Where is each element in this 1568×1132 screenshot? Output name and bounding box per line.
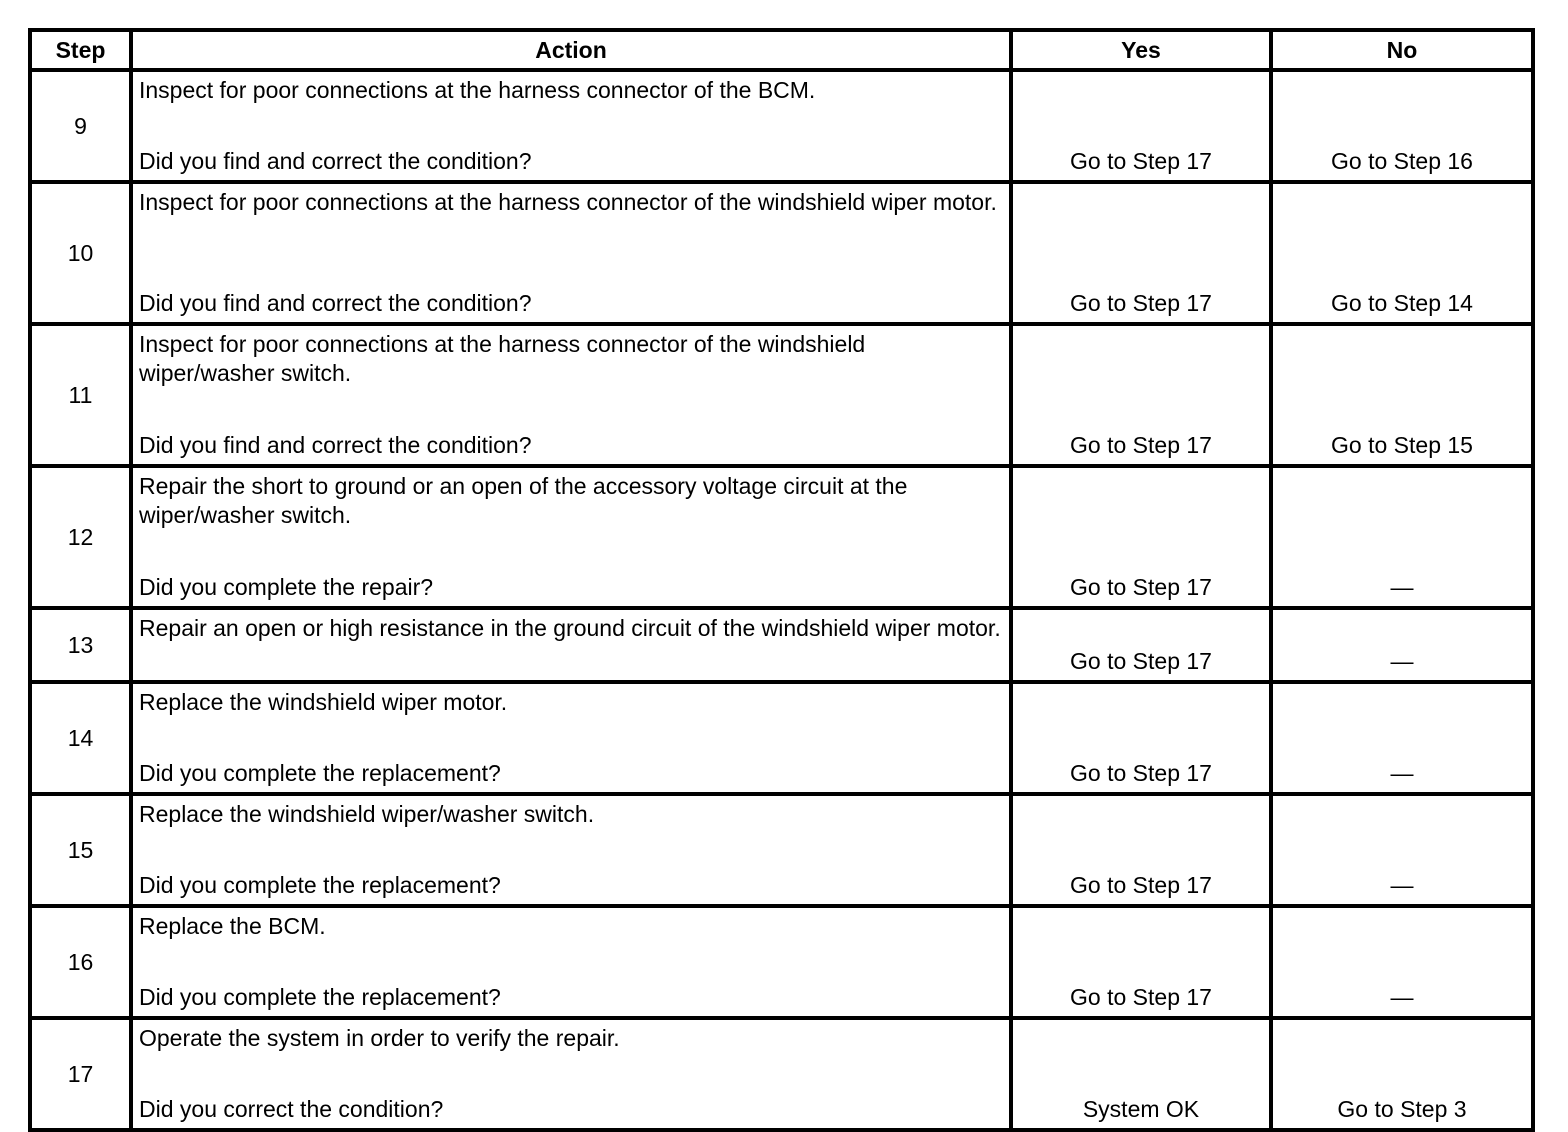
action-question: Did you complete the replacement?	[139, 872, 501, 898]
action-question: Did you correct the condition?	[139, 1096, 444, 1122]
action-instruction: Repair an open or high resistance in the ground circuit of the windshield wiper motor.	[139, 615, 1001, 641]
action-instruction: Repair the short to ground or an open of the accessory voltage circuit at the wiper/washer switch.	[139, 473, 908, 528]
table-row	[30, 1018, 1533, 1130]
diagnostic-table	[28, 28, 1535, 1132]
step-number: 16	[30, 906, 131, 1018]
header-row	[30, 30, 1533, 70]
no-outcome: —	[1271, 906, 1533, 1018]
action-instruction: Inspect for poor connections at the harness connector of the windshield wiper motor.	[139, 189, 997, 215]
step-number: 17	[30, 1018, 131, 1130]
header-no: No	[1271, 30, 1533, 70]
no-outcome: Go to Step 3	[1271, 1018, 1533, 1130]
table-row	[30, 324, 1533, 466]
yes-outcome: Go to Step 17	[1011, 466, 1271, 608]
yes-outcome: Go to Step 17	[1011, 324, 1271, 466]
action-instruction: Replace the windshield wiper motor.	[139, 689, 508, 715]
step-number: 10	[30, 182, 131, 324]
table-row	[30, 70, 1533, 182]
no-outcome: Go to Step 15	[1271, 324, 1533, 466]
action-instruction: Operate the system in order to verify the repair.	[139, 1025, 620, 1051]
action-question: Did you complete the replacement?	[139, 760, 501, 786]
action-instruction: Inspect for poor connections at the harness connector of the BCM.	[139, 77, 816, 103]
yes-outcome: Go to Step 17	[1011, 70, 1271, 182]
action-cell	[131, 906, 1011, 1018]
yes-outcome: Go to Step 17	[1011, 906, 1271, 1018]
header-action: Action	[131, 30, 1011, 70]
no-outcome: Go to Step 14	[1271, 182, 1533, 324]
step-number: 12	[30, 466, 131, 608]
action-cell	[131, 182, 1011, 324]
table-row	[30, 906, 1533, 1018]
action-instruction: Replace the windshield wiper/washer switch.	[139, 801, 595, 827]
action-cell	[131, 70, 1011, 182]
yes-outcome: System OK	[1011, 1018, 1271, 1130]
yes-outcome: Go to Step 17	[1011, 682, 1271, 794]
no-outcome: —	[1271, 794, 1533, 906]
action-instruction: Replace the BCM.	[139, 913, 326, 939]
no-outcome: Go to Step 16	[1271, 70, 1533, 182]
action-question: Did you find and correct the condition?	[139, 148, 532, 174]
table-header	[30, 30, 1533, 70]
action-cell	[131, 794, 1011, 906]
action-cell	[131, 608, 1011, 682]
action-cell	[131, 466, 1011, 608]
header-yes: Yes	[1011, 30, 1271, 70]
no-outcome: —	[1271, 466, 1533, 608]
action-cell	[131, 324, 1011, 466]
action-question: Did you find and correct the condition?	[139, 290, 532, 316]
table-row	[30, 682, 1533, 794]
step-number: 13	[30, 608, 131, 682]
action-question: Did you complete the replacement?	[139, 984, 501, 1010]
step-number: 9	[30, 70, 131, 182]
action-question: Did you complete the repair?	[139, 574, 434, 600]
no-outcome: —	[1271, 608, 1533, 682]
action-instruction: Inspect for poor connections at the harness connector of the windshield wiper/washer switch.	[139, 331, 866, 386]
table-row	[30, 608, 1533, 682]
step-number: 14	[30, 682, 131, 794]
yes-outcome: Go to Step 17	[1011, 794, 1271, 906]
table-row	[30, 794, 1533, 906]
header-step: Step	[30, 30, 131, 70]
table-body	[30, 70, 1533, 1130]
action-question: Did you find and correct the condition?	[139, 432, 532, 458]
action-cell	[131, 682, 1011, 794]
yes-outcome: Go to Step 17	[1011, 608, 1271, 682]
no-outcome: —	[1271, 682, 1533, 794]
action-cell	[131, 1018, 1011, 1130]
table-row	[30, 182, 1533, 324]
yes-outcome: Go to Step 17	[1011, 182, 1271, 324]
step-number: 15	[30, 794, 131, 906]
table-row	[30, 466, 1533, 608]
step-number: 11	[30, 324, 131, 466]
